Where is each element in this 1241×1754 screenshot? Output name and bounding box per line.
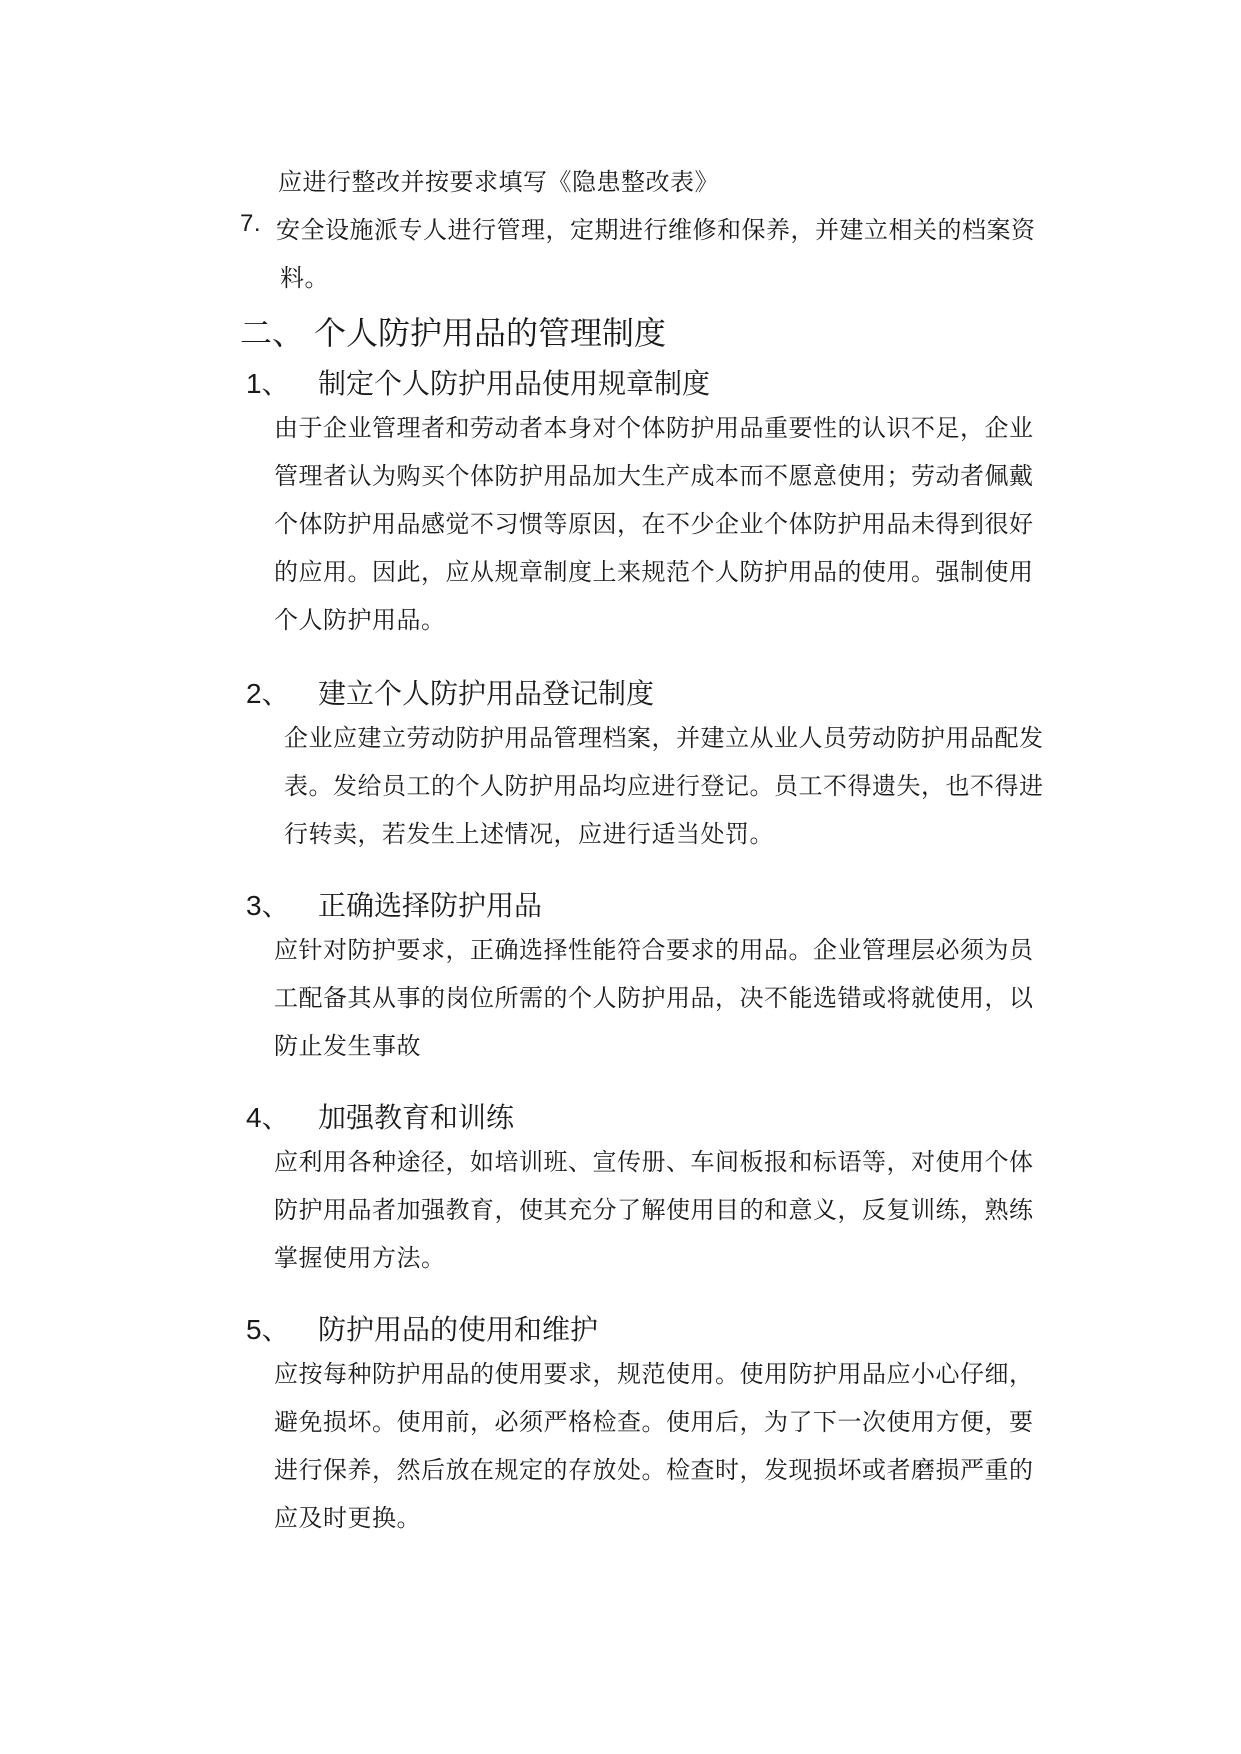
subsection-1-line: 个体防护用品感觉不习惯等原因，在不少企业个体防护用品未得到很好 xyxy=(274,510,1034,538)
subsection-1-line: 的应用。因此，应从规章制度上来规范个人防护用品的使用。强制使用 xyxy=(274,558,1034,586)
subsection-4-line: 防护用品者加强教育，使其充分了解使用目的和意义，反复训练，熟练 xyxy=(274,1196,1034,1224)
subsection-5-number: 5、 xyxy=(246,1314,290,1345)
subsection-3-line: 应针对防护要求，正确选择性能符合要求的用品。企业管理层必须为员 xyxy=(274,936,1034,964)
subsection-2-line: 行转卖，若发生上述情况，应进行适当处罚。 xyxy=(284,820,774,848)
subsection-5-line: 应按每种防护用品的使用要求，规范使用。使用防护用品应小心仔细， xyxy=(274,1360,1034,1388)
subsection-1-number: 1、 xyxy=(246,368,290,399)
subsection-1-line: 由于企业管理者和劳动者本身对个体防护用品重要性的认识不足，企业 xyxy=(274,414,1034,442)
subsection-2-number: 2、 xyxy=(246,678,290,709)
subsection-5-line: 应及时更换。 xyxy=(274,1504,421,1532)
item-7-text-line-1: 安全设施派专人进行管理，定期进行维修和保养，并建立相关的档案资 xyxy=(276,216,1036,244)
subsection-4-title: 加强教育和训练 xyxy=(318,1101,515,1134)
subsection-3-number: 3、 xyxy=(246,890,290,921)
subsection-3-line: 防止发生事故 xyxy=(274,1032,421,1060)
subsection-4-line: 掌握使用方法。 xyxy=(274,1244,446,1272)
subsection-2-line: 表。发给员工的个人防护用品均应进行登记。员工不得遗失，也不得进 xyxy=(284,772,1044,800)
item-7-number: 7. xyxy=(240,210,262,237)
intro-line: 应进行整改并按要求填写《隐患整改表》 xyxy=(278,168,719,196)
subsection-5-title: 防护用品的使用和维护 xyxy=(318,1313,599,1346)
section-2-number: 二、 xyxy=(240,314,305,352)
subsection-2-line: 企业应建立劳动防护用品管理档案，并建立从业人员劳动防护用品配发 xyxy=(284,724,1044,752)
subsection-1-title: 制定个人防护用品使用规章制度 xyxy=(318,367,711,400)
section-2-title: 个人防护用品的管理制度 xyxy=(314,314,667,352)
subsection-4-line: 应利用各种途径，如培训班、宣传册、车间板报和标语等，对使用个体 xyxy=(274,1148,1034,1176)
subsection-1-line: 管理者认为购买个体防护用品加大生产成本而不愿意使用；劳动者佩戴 xyxy=(274,462,1034,490)
subsection-3-line: 工配备其从事的岗位所需的个人防护用品，决不能选错或将就使用，以 xyxy=(274,984,1034,1012)
subsection-1-line: 个人防护用品。 xyxy=(274,606,446,634)
subsection-5-line: 避免损坏。使用前，必须严格检查。使用后，为了下一次使用方便，要 xyxy=(274,1408,1034,1436)
subsection-2-title: 建立个人防护用品登记制度 xyxy=(318,677,655,710)
subsection-4-number: 4、 xyxy=(246,1102,290,1133)
subsection-3-title: 正确选择防护用品 xyxy=(318,889,543,922)
item-7-text-line-2: 料。 xyxy=(280,264,329,292)
subsection-5-line: 进行保养，然后放在规定的存放处。检查时，发现损坏或者磨损严重的 xyxy=(274,1456,1034,1484)
